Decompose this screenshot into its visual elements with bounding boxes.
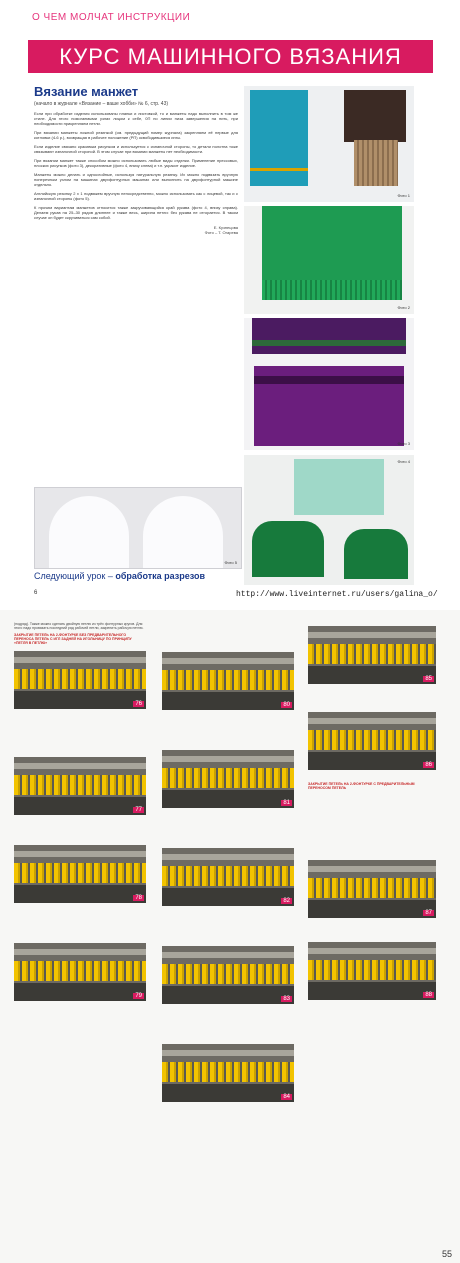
section-heading: ЗАКРЫТИЕ ПЕТЕЛЬ НА 2-ФОНТУРКЕ С ПРЕДВАРИТЕЛЬНЫМ ПЕРЕНОСОМ ПЕТЕЛЬ <box>308 782 415 790</box>
article-paragraph: Если изделие связано красивым рисунком и используется с изнаночной стороны, то детали полотна тоже связывают изнаночной стороной. В этом случае при вязании манжеты нет необходимости. <box>34 144 238 154</box>
photo-label: Фото 3 <box>397 441 410 446</box>
article-paragraph: Если при обработке изделия использованы планки и листовкой, то и манжеты надо выполнить в том же стиле. Для этого помогаемыми узлах лицом к себе, 0П по линии низа завершения на нить, при необходимости прикрепляем петли. <box>34 111 238 126</box>
article-paragraph: При вязании манжеты ложной резинкой (см. предыдущий номер журнала) закрепляем её первые для котловки (4-6 р.), возвращая в рабочее положение (РП) освободившиеся иглы. <box>34 130 238 140</box>
photo-label: Фото 4 <box>397 459 410 464</box>
photo-number: 84 <box>283 1094 290 1100</box>
photo-label: Фото 5 <box>224 560 237 565</box>
knitting-photo <box>14 757 146 815</box>
source-url[interactable]: http://www.liveinternet.ru/users/galina_o/ <box>236 590 438 599</box>
next-lesson-topic: обработка разрезов <box>115 571 206 581</box>
photo-number: 85 <box>425 676 432 682</box>
photo-3-purple-cuffs <box>244 318 414 450</box>
next-lesson-prefix: Следующий урок – <box>34 571 116 581</box>
photo-1-cuffs <box>244 86 414 202</box>
knitting-photo <box>162 652 294 710</box>
knitting-photo <box>162 946 294 1004</box>
column-3 <box>308 622 436 1000</box>
photo-number: 86 <box>425 762 432 768</box>
column-1 <box>14 622 146 1001</box>
knitting-photo <box>308 626 436 684</box>
magazine-page-left <box>0 0 460 605</box>
knitting-photo <box>308 712 436 770</box>
photo-label: Фото 2 <box>397 305 410 310</box>
article-title: Вязание манжет <box>34 84 139 99</box>
knitting-photo <box>14 651 146 709</box>
photo-number: 87 <box>425 910 432 916</box>
knitting-photo <box>162 750 294 808</box>
article-paragraph: Английскую резинку 2 х 1 подвяжем вручную непосредственно, можно использовать как с лицевой, так и с изнаночной стороны (фото 5). <box>34 191 238 201</box>
photo-label: Фото 1 <box>397 193 410 198</box>
photo-number: 76 <box>135 701 142 707</box>
article-paragraph: К прочим вариантам манжетов относится также закручивающийся край рукава (фото 4, внизу справа). Делаем рукав на 25–30 рядов длиннее и также весь, ширина петли: без рукава не отгорается. В таком случае он будет скручиваться сам собой. <box>34 205 238 220</box>
article-column <box>34 84 238 489</box>
article-subtitle: (начало в журнале «Вязание – ваше хобби» № 6, стр. 43) <box>34 101 169 107</box>
photo-number: 79 <box>135 993 142 999</box>
knitting-photo <box>14 943 146 1001</box>
section-heading: ЗАКРЫТИЕ ПЕТЕЛЬ НА 2-ФОНТУРКЕ БЕЗ ПРЕДВАРИТЕЛЬНОГО ПЕРЕНОСА ПЕТЕЛЬ С ИГЛ ЗАДНЕЙ НА ИГОЛЬНИЦУ ПО ПРИНЦИПУ «ПЕТЛЯ В ПЕТЛЮ» <box>14 633 132 645</box>
photo-4-rolled-cuffs <box>244 455 414 585</box>
next-lesson <box>34 571 205 581</box>
photo-2-green-sleeve <box>244 206 414 314</box>
rubric: О ЧЕМ МОЛЧАТ ИНСТРУКЦИИ <box>32 12 191 23</box>
article-paragraph: Манжеты можно делать и однослойные, используя натуральную резинку. Их можно подвязать вручную поперечным узлом на машинах двухфонтурных машинах или выполнить на двухфонтурной машине отдельно. <box>34 172 238 187</box>
knitting-photo <box>14 845 146 903</box>
column-text: (подряд). Также можно сделать двойную петлю из трёх фонтурных кругов. Для этого надо провязать последний ряд рабочей петли, закрепить рабочую петлю. <box>14 622 144 630</box>
photo-number: 80 <box>283 702 290 708</box>
photo-number: 77 <box>135 807 142 813</box>
course-banner: КУРС МАШИННОГО ВЯЗАНИЯ <box>28 40 433 73</box>
knitting-photo <box>308 942 436 1000</box>
page-number-right: 55 <box>441 1249 452 1259</box>
column-2 <box>162 622 294 1102</box>
article-paragraph: При вязании манжет также способом можно использовать любые виды отделки. Применение прессовых, плоских рисунков (фото 3), декоративные (фото 4, внизу слева) и т.п. украсит изделие. <box>34 158 238 168</box>
article-signature: Е. Кузнецова Фото – Т. Огарева <box>204 225 238 235</box>
photo-number: 82 <box>283 898 290 904</box>
photo-number: 83 <box>283 996 290 1002</box>
magazine-page-right <box>0 610 460 1263</box>
photo-5-white-cuffs <box>34 487 242 569</box>
knitting-photo <box>308 860 436 918</box>
page-number-left: 6 <box>34 590 38 596</box>
photo-number: 78 <box>135 895 142 901</box>
photo-number: 81 <box>283 800 290 806</box>
photo-number: 88 <box>425 992 432 998</box>
knitting-photo <box>162 1044 294 1102</box>
knitting-photo <box>162 848 294 906</box>
